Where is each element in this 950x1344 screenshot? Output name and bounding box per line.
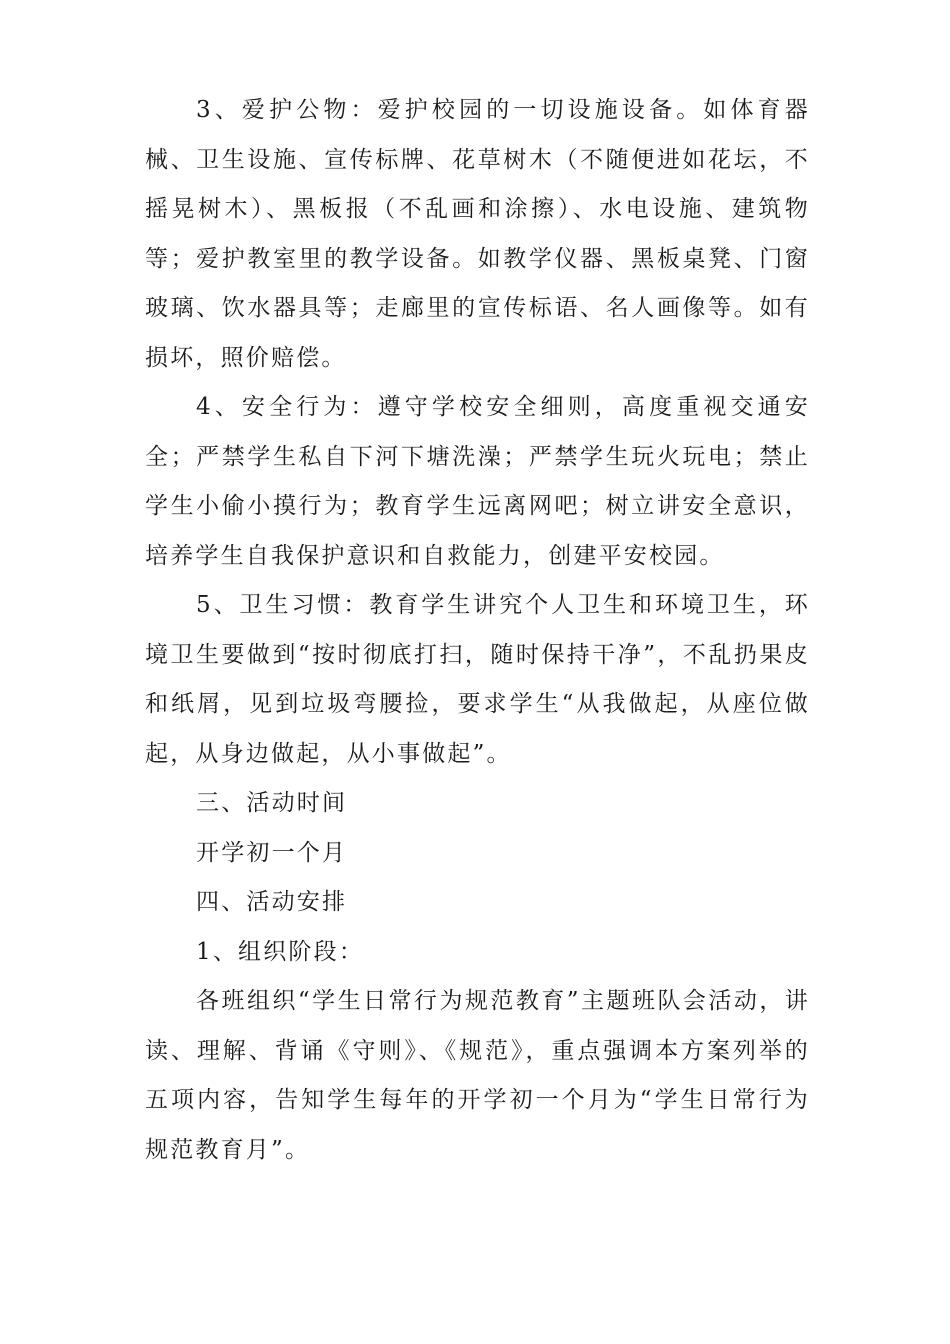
section-heading-activity-arrangement: 四、活动安排	[196, 889, 348, 915]
paragraph-hygiene-habits: 5、卫生习惯：教育学生讲究个人卫生和环境卫生，环境卫生要做到“按时彻底打扫，随时保持干净”，不乱扔果皮和纸屑，见到垃圾弯腰捡，要求学生“从我做起，从座位做起，从身边做起，从小事做起”。	[145, 592, 810, 767]
subheading-organization-stage: 1、组织阶段：	[196, 938, 365, 965]
paragraph-organization-stage-body: 各班组织“学生日常行为规范教育”主题班队会活动，讲读、理解、背诵《守则》、《规范》，重点强调本方案列举的五项内容，告知学生每年的开学初一个月为“学生日常行为规范教育月”。	[145, 988, 810, 1163]
paragraph-care-public-property: 3、爱护公物：爱护校园的一切设施设备。如体育器械、卫生设施、宣传标牌、花草树木（不随便进如花坛，不摇晃树木）、黑板报（不乱画和涂擦）、水电设施、建筑物等；爱护教室里的教学设备。如教学仪器、黑板桌凳、门窗玻璃、饮水器具等；走廊里的宣传标语、名人画像等。如有损坏，照价赔偿。	[145, 97, 810, 371]
document-body	[145, 86, 810, 1175]
section-heading-activity-time: 三、活动时间	[196, 790, 348, 816]
paragraph-activity-time-value: 开学初一个月	[196, 839, 348, 866]
paragraph-safety-behavior: 4、安全行为：遵守学校安全细则，高度重视交通安全；严禁学生私自下河下塘洗澡；严禁学生玩火玩电；禁止学生小偷小摸行为；教育学生远离网吧；树立讲安全意识，培养学生自我保护意识和自救能力，创建平安校园。	[145, 394, 810, 569]
